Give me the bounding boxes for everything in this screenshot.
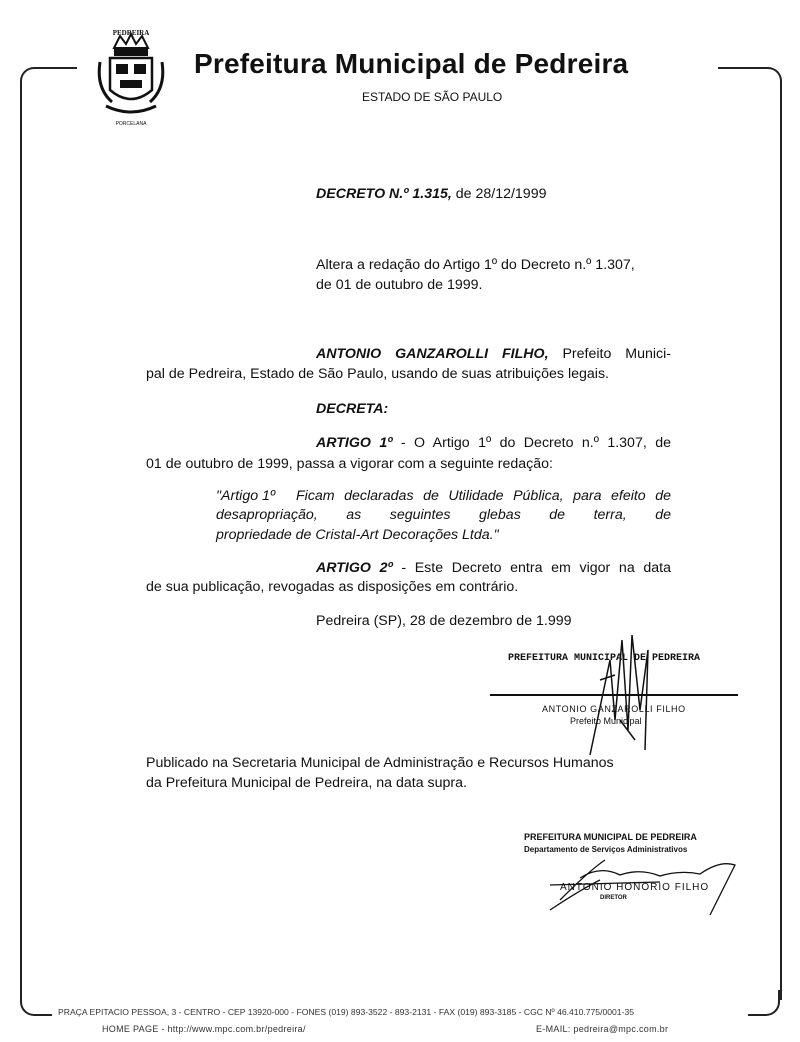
- mayor-stamp: PREFEITURA MUNICIPAL DE PEDREIRA: [508, 653, 701, 664]
- quote-label-text: "Artigo 1º: [216, 488, 276, 504]
- svg-text:PORCELANA: PORCELANA: [115, 121, 147, 127]
- article-2-label: ARTIGO 2º: [316, 560, 393, 576]
- svg-text:PEDREIRA: PEDREIRA: [112, 29, 150, 37]
- preamble-text: Prefeito Munici-: [548, 346, 671, 362]
- summary-line-2: de 01 de outubro de 1999.: [316, 277, 483, 293]
- article-1-line-1: [316, 435, 671, 451]
- article-2-line-2: de sua publicação, revogadas as disposições em contrário.: [146, 579, 519, 595]
- department-stamp: PREFEITURA MUNICIPAL DE PEDREIRA: [524, 832, 697, 842]
- decree-number: DECRETO N.º 1.315,: [316, 186, 452, 202]
- frame-right: [780, 120, 782, 1000]
- frame-bottom-right: [748, 990, 780, 1016]
- page-title: Prefeitura Municipal de Pedreira: [194, 48, 629, 79]
- place-date: Pedreira (SP), 28 de dezembro de 1.999: [316, 613, 572, 629]
- director-name: ANTONIO HONORIO FILHO: [560, 882, 710, 893]
- director-signature: [520, 840, 740, 920]
- summary-line-1: Altera a redação do Artigo 1º do Decreto n.º 1.307,: [316, 257, 635, 273]
- quote-text: desapropriação, as seguintes glebas de terra, de: [216, 507, 671, 523]
- article-2-line-1: [316, 560, 671, 576]
- frame-bottom-left: [20, 990, 52, 1016]
- quote-line-1: [296, 488, 671, 504]
- footer-address: PRAÇA EPITACIO PESSOA, 3 - CENTRO - CEP 13920-000 - FONES (019) 893-3522 - 893-2131 - FAX (019) 893-3185 - CGC Nº 46.410.775/0001-35: [58, 1007, 635, 1017]
- quote-text: propriedade de Cristal-Art Decorações Ltda.": [216, 527, 499, 543]
- decreta-heading: [316, 401, 388, 417]
- footer-email: E-MAIL: pedreira@mpc.com.br: [536, 1024, 669, 1034]
- footer-homepage: HOME PAGE - http://www.mpc.com.br/pedreira/: [102, 1024, 306, 1034]
- mayor-name-stamp: ANTONIO GANZAROLLI FILHO: [542, 704, 686, 714]
- quote-line-2: [216, 507, 671, 523]
- frame-left: [20, 120, 22, 1000]
- quote-text: Ficam declaradas de Utilidade Pública, para efeito de: [296, 488, 671, 504]
- article-1-line-2: 01 de outubro de 1999, passa a vigorar com a seguinte redação:: [146, 456, 553, 472]
- director-role: DIRETOR: [600, 895, 627, 901]
- publication-line-2: da Prefeitura Municipal de Pedreira, na data supra.: [146, 775, 467, 791]
- frame-top-right: [718, 67, 782, 129]
- preamble-line-1: [316, 346, 671, 362]
- preamble-line-2: pal de Pedreira, Estado de São Paulo, usando de suas atribuições legais.: [146, 366, 609, 382]
- department-name: Departamento de Serviços Administrativos: [524, 845, 688, 854]
- decree-date: de 28/12/1999: [451, 186, 547, 202]
- article-2-text: - Este Decreto entra em vigor na data: [392, 560, 671, 576]
- mayor-signature: [560, 620, 670, 760]
- state-subtitle: ESTADO DE SÃO PAULO: [362, 90, 503, 104]
- mayor-name: ANTONIO GANZAROLLI FILHO,: [316, 346, 549, 362]
- mayor-role-stamp: Prefeito Municipal: [570, 716, 642, 726]
- decreta-label: DECRETA:: [316, 401, 389, 417]
- quote-label: [216, 488, 275, 504]
- quote-line-3: [216, 527, 499, 543]
- city-crest-logo: [92, 28, 170, 128]
- decree-heading: [316, 186, 546, 202]
- article-1-text: - O Artigo 1º do Decreto n.º 1.307, de: [392, 435, 671, 451]
- frame-top-left: [20, 67, 77, 129]
- publication-line-1: Publicado na Secretaria Municipal de Administração e Recursos Humanos: [146, 755, 614, 771]
- article-1-label: ARTIGO 1º: [316, 435, 393, 451]
